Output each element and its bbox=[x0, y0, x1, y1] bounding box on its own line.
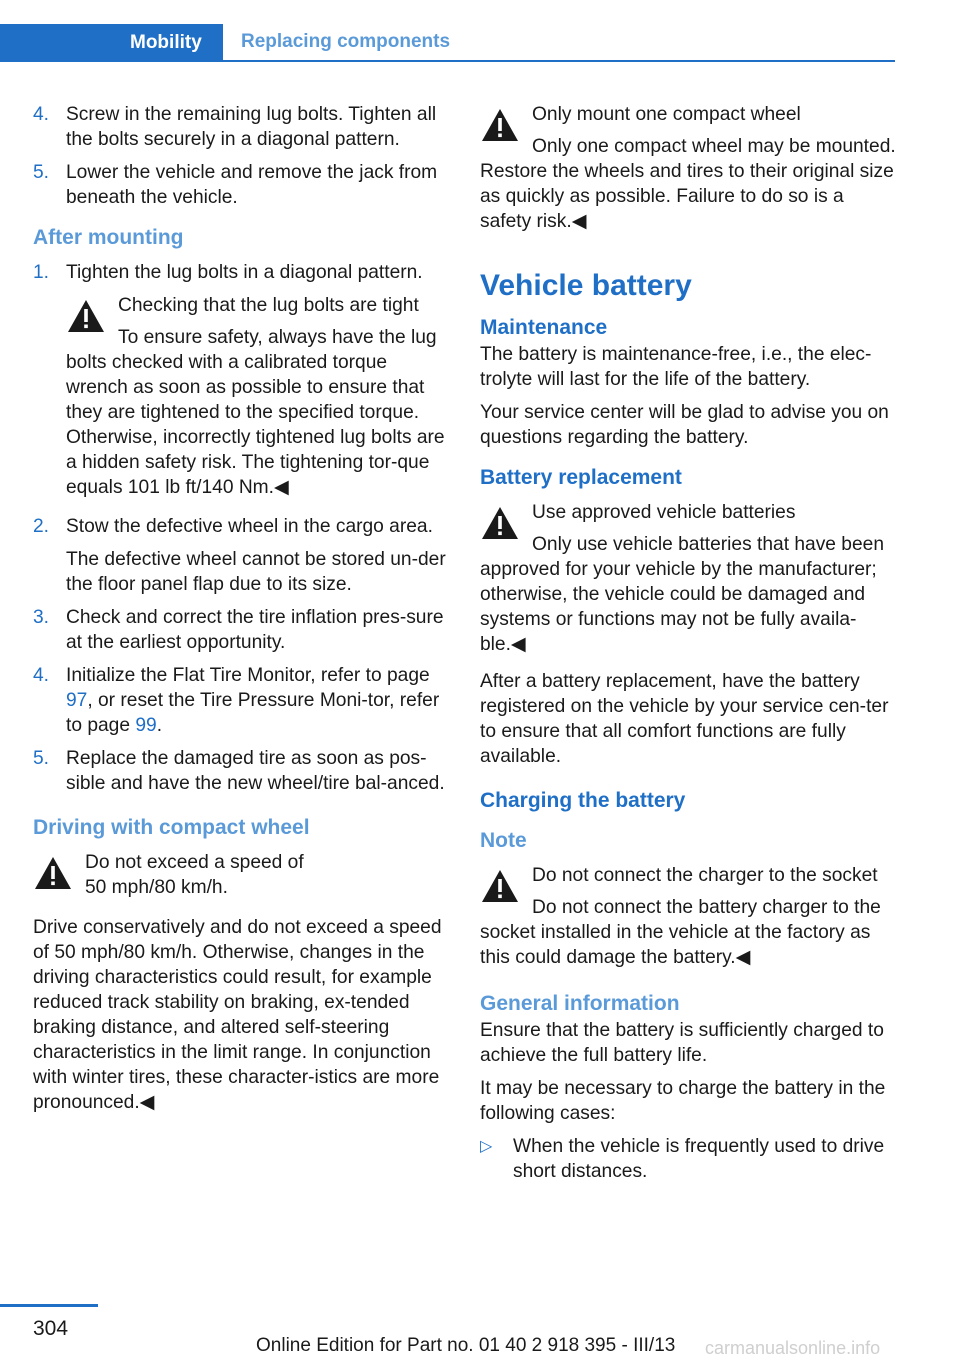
warning-triangle-icon bbox=[33, 854, 77, 898]
step-text: Tighten the lug bolts in a diagonal pattern. bbox=[66, 262, 423, 283]
step-number: 2. bbox=[33, 516, 50, 537]
warning-triangle-icon bbox=[480, 867, 524, 911]
general-information-heading: General information bbox=[480, 992, 680, 1015]
step-text-part: . bbox=[156, 715, 163, 736]
warning-body: To ensure safety, always have the lug bolts checked with a calibrated torque wrench as soon as possible to ensure that they are tightened to the specified torque. Otherwise, incorrectly tightened lug bolts are a hidden safety risk. The tightening tor-que equals 101 lb ft/140 Nm.◀ bbox=[66, 327, 445, 498]
step-number: 3. bbox=[33, 607, 50, 628]
warning-body: Do not connect the battery charger to the socket installed in the vehicle at the factory as this could damage the battery.◀ bbox=[480, 897, 881, 968]
compact-wheel-paragraph: Drive conservatively and do not exceed a speed of 50 mph/80 km/h. Otherwise, changes in the driving characteristics could result, for example reduced track stability on braking, ex-tended braking distance, and altered self-steering characteristics in the limit range. In conjunction with winter tires, these character-istics are more pronounced.◀ bbox=[33, 917, 442, 1113]
left-column bbox=[33, 102, 449, 1123]
after-mounting-heading: After mounting bbox=[33, 226, 184, 249]
step-item bbox=[33, 605, 449, 655]
page-header bbox=[0, 24, 895, 62]
step-item bbox=[33, 514, 449, 597]
warning-speed bbox=[33, 850, 449, 907]
right-column bbox=[480, 102, 896, 1184]
vehicle-battery-heading: Vehicle battery bbox=[480, 269, 692, 302]
compact-wheel-heading: Driving with compact wheel bbox=[33, 816, 310, 839]
general-paragraph: Ensure that the battery is sufficiently charged to achieve the full battery life. bbox=[480, 1020, 884, 1066]
warning-triangle-icon bbox=[480, 504, 524, 548]
charging-heading: Charging the battery bbox=[480, 789, 686, 812]
warning-title: Do not connect the charger to the socket bbox=[532, 865, 878, 886]
chapter-tab[interactable]: Mobility bbox=[0, 24, 223, 62]
warning-body: Only one compact wheel may be mounted. Restore the wheels and tires to their original size as quickly as possible. Failure to do so is a safety risk.◀ bbox=[480, 136, 896, 232]
edition-footer: Online Edition for Part no. 01 40 2 918 395 - III/13 bbox=[256, 1335, 676, 1356]
bullet-text: When the vehicle is frequently used to drive short distances. bbox=[513, 1136, 885, 1182]
step-number: 4. bbox=[33, 104, 50, 125]
general-paragraph: It may be necessary to charge the battery in the following cases: bbox=[480, 1078, 886, 1124]
step-number: 5. bbox=[33, 162, 50, 183]
step-item bbox=[33, 160, 449, 210]
step-number: 4. bbox=[33, 665, 50, 686]
warning-title: Only mount one compact wheel bbox=[532, 104, 801, 125]
step-text: Stow the defective wheel in the cargo area. bbox=[66, 516, 433, 537]
maintenance-paragraph: The battery is maintenance-free, i.e., the elec-trolyte will last for the life of the battery. bbox=[480, 344, 872, 390]
step-text: Replace the damaged tire as soon as pos-sible and have the new wheel/tire bal-anced. bbox=[66, 748, 445, 794]
warning-title: Use approved vehicle batteries bbox=[532, 502, 796, 523]
replacement-paragraph: After a battery replacement, have the battery registered on the vehicle by your service cen-ter to ensure that all comfort functions are fully available. bbox=[480, 671, 889, 767]
triangle-bullet-icon: ▷ bbox=[480, 1138, 493, 1155]
warning-approved-batteries bbox=[480, 500, 896, 657]
page-link-99[interactable]: 99 bbox=[135, 715, 157, 736]
page-number: 304 bbox=[33, 1317, 69, 1340]
step-subtext: The defective wheel cannot be stored un-der the floor panel flap due to its size. bbox=[66, 549, 446, 595]
step-text: Screw in the remaining lug bolts. Tighten all the bolts securely in a diagonal pattern. bbox=[66, 104, 437, 150]
step-text bbox=[66, 663, 449, 738]
note-heading: Note bbox=[480, 829, 527, 852]
footer-rule bbox=[0, 1304, 98, 1307]
step-number: 5. bbox=[33, 748, 50, 769]
step-text: Lower the vehicle and remove the jack from beneath the vehicle. bbox=[66, 162, 438, 208]
maintenance-heading: Maintenance bbox=[480, 316, 608, 339]
step-text-part: , or reset the Tire Pressure Moni-tor, refer to page bbox=[66, 690, 440, 736]
step-item bbox=[33, 102, 449, 152]
page-link-97[interactable]: 97 bbox=[66, 690, 88, 711]
step-text: Check and correct the tire inflation pres-sure at the earliest opportunity. bbox=[66, 607, 444, 653]
step-item bbox=[33, 746, 449, 796]
section-tab[interactable]: Replacing components bbox=[223, 24, 895, 62]
step-item bbox=[33, 663, 449, 738]
warning-title: Checking that the lug bolts are tight bbox=[118, 295, 419, 316]
warning-body: Only use vehicle batteries that have been approved for your vehicle by the manufacturer; otherwise, the vehicle could be damaged and systems or functions may not be fully availa-ble.◀ bbox=[480, 534, 884, 655]
warning-socket bbox=[480, 863, 896, 970]
warning-triangle-icon bbox=[480, 106, 524, 150]
warning-compact-wheel bbox=[480, 102, 896, 234]
step-number: 1. bbox=[33, 262, 50, 283]
warning-triangle-icon bbox=[66, 297, 110, 341]
warning-lug-bolts bbox=[66, 293, 449, 500]
watermark: carmanualsonline.info bbox=[705, 1338, 881, 1358]
list-item bbox=[480, 1134, 896, 1184]
maintenance-paragraph: Your service center will be glad to advise you on questions regarding the battery. bbox=[480, 402, 889, 448]
step-text-part: Initialize the Flat Tire Monitor, refer to page bbox=[66, 665, 430, 686]
battery-replacement-heading: Battery replacement bbox=[480, 466, 682, 489]
warning-title: Do not exceed a speed of 50 mph/80 km/h. bbox=[85, 852, 304, 898]
step-item bbox=[33, 260, 449, 285]
